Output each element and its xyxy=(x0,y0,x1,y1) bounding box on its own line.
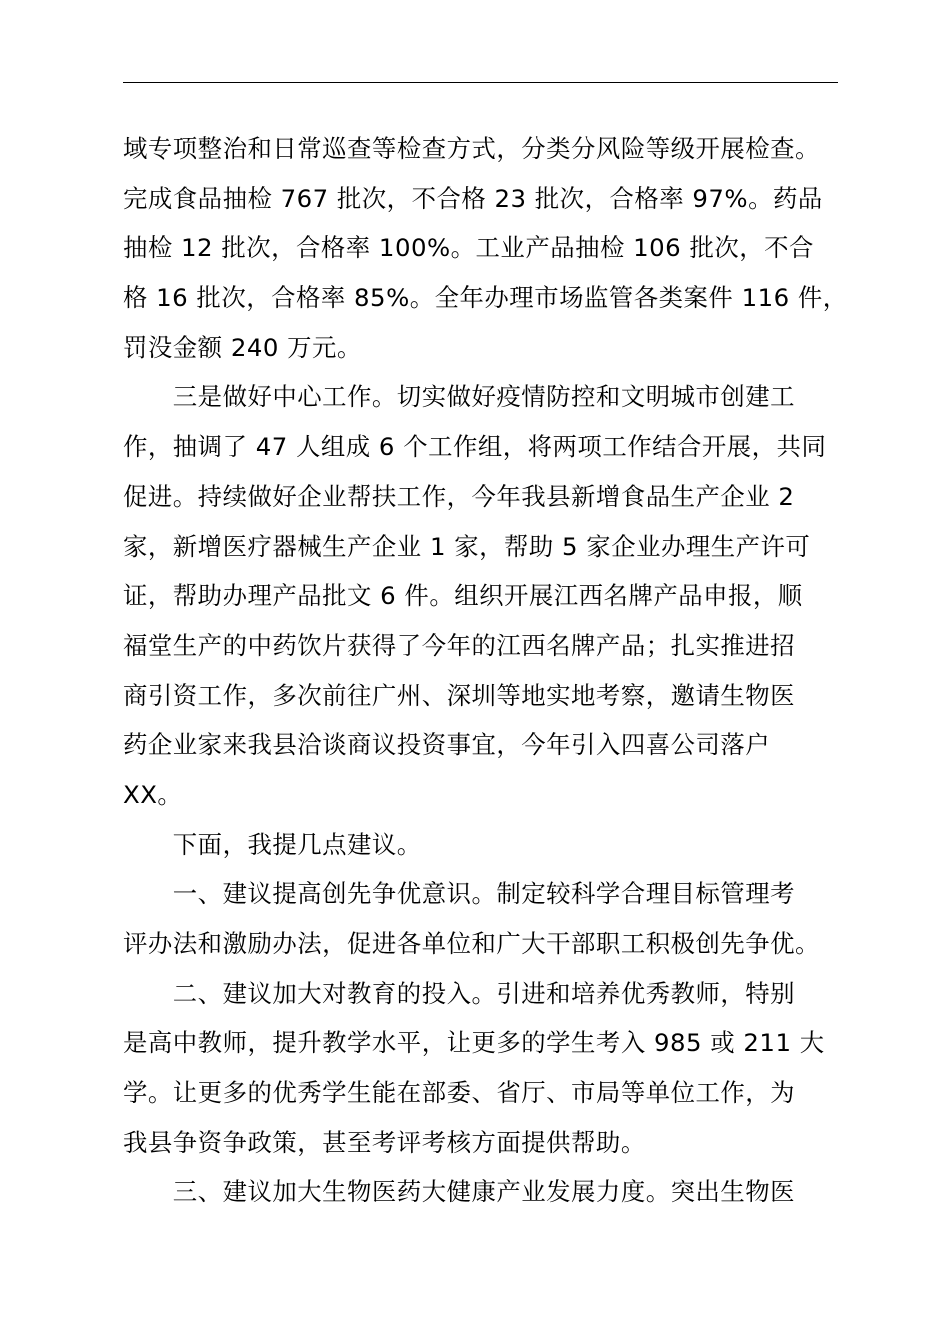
text-line: 药企业家来我县洽谈商议投资事宜，今年引入四喜公司落户 xyxy=(123,730,771,760)
text-line: 评办法和激励办法，促进各单位和广大干部职工积极创先争优。 xyxy=(123,929,820,958)
text-line: 商引资工作，多次前往广州、深圳等地实地考察，邀请生物医 xyxy=(123,680,796,710)
text-line: 抽检 12 批次，合格率 100%。工业产品抽检 106 批次，不合 xyxy=(123,233,814,263)
text-line: 是高中教师，提升教学水平，让更多的学生考入 985 或 211 大 xyxy=(123,1028,825,1058)
text-line: 下面，我提几点建议。 xyxy=(123,829,422,859)
text-line: 域专项整治和日常巡查等检查方式，分类分风险等级开展检查。 xyxy=(123,134,820,163)
header-rule xyxy=(123,82,838,83)
text-line: 二、建议加大对教育的投入。引进和培养优秀教师，特别 xyxy=(123,978,796,1008)
text-line: 家，新增医疗器械生产企业 1 家，帮助 5 家企业办理生产许可 xyxy=(123,531,811,561)
text-line: 完成食品抽检 767 批次，不合格 23 批次，合格率 97%。药品 xyxy=(123,183,823,213)
text-line: 三、建议加大生物医药大健康产业发展力度。突出生物医 xyxy=(123,1177,796,1207)
text-line: 促进。持续做好企业帮扶工作，今年我县新增食品生产企业 2 xyxy=(123,481,795,511)
document-body xyxy=(123,124,863,1217)
text-line: 学。让更多的优秀学生能在部委、省厅、市局等单位工作，为 xyxy=(123,1078,796,1108)
text-line: 罚没金额 240 万元。 xyxy=(123,332,362,362)
text-line: 作，抽调了 47 人组成 6 个工作组，将两项工作结合开展，共同 xyxy=(123,432,827,462)
text-line: 我县争资争政策，甚至考评考核方面提供帮助。 xyxy=(123,1127,646,1157)
text-line: 福堂生产的中药饮片获得了今年的江西名牌产品；扎实推进招 xyxy=(123,630,796,660)
text-line: 证，帮助办理产品批文 6 件。组织开展江西名牌产品申报，顺 xyxy=(123,581,803,611)
text-line: XX。 xyxy=(123,779,183,809)
text-line: 格 16 批次，合格率 85%。全年办理市场监管各类案件 116 件， xyxy=(123,283,848,313)
text-line: 三是做好中心工作。切实做好疫情防控和文明城市创建工 xyxy=(123,382,796,412)
text-line: 一、建议提高创先争优意识。制定较科学合理目标管理考 xyxy=(123,879,796,909)
